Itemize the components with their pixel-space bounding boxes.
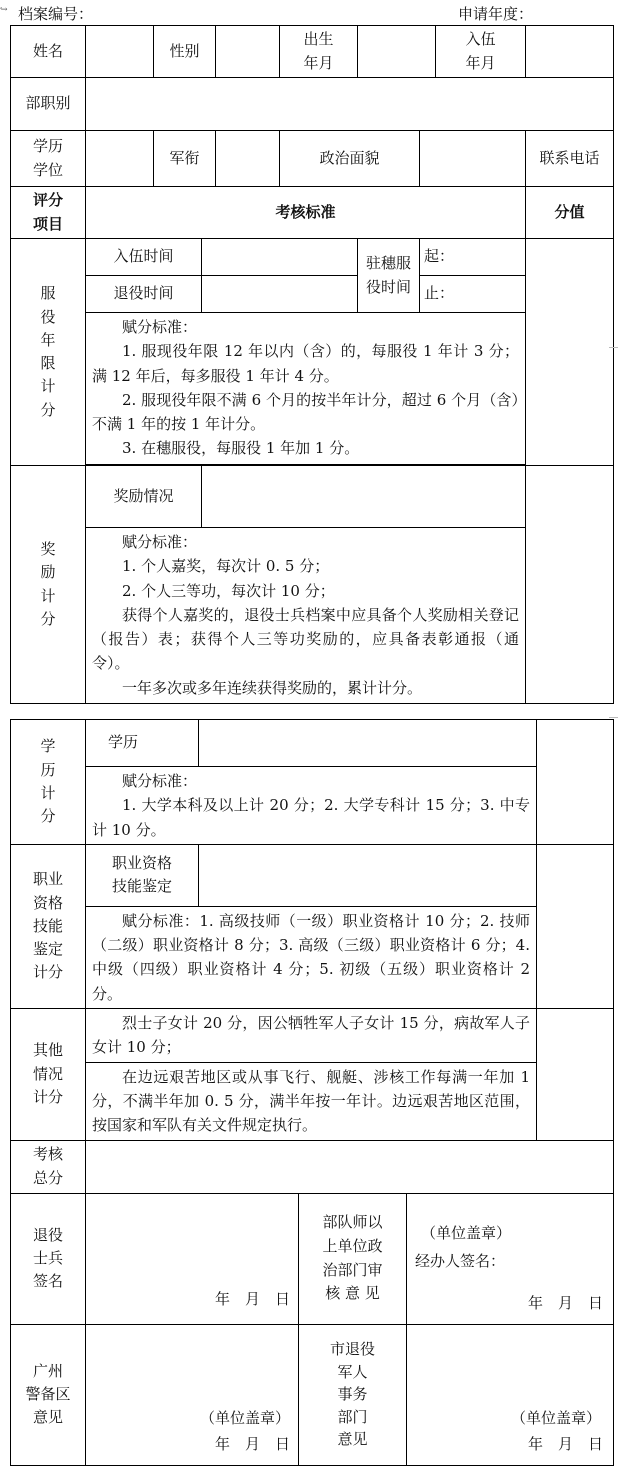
skill-score-value[interactable] bbox=[537, 844, 614, 1008]
service-years-label: 服 役 年 限 计 分 bbox=[11, 239, 86, 466]
margin-mark bbox=[609, 717, 618, 718]
education-field-label: 学历 bbox=[86, 720, 199, 767]
phone-label: 联系电话 bbox=[526, 131, 614, 187]
politics-label: 政治面貌 bbox=[280, 131, 420, 187]
dept-value[interactable] bbox=[86, 78, 614, 131]
soldier-signature-area[interactable] bbox=[86, 1193, 299, 1324]
soldier-sign-date: 年 月 日 bbox=[214, 1290, 290, 1309]
name-label: 姓名 bbox=[11, 26, 86, 78]
station-from-field[interactable]: 起： bbox=[420, 239, 526, 276]
form-table-part-1 bbox=[10, 25, 614, 704]
standard-header: 考核标准 bbox=[86, 187, 526, 239]
arrow-icon: ↪ bbox=[0, 5, 8, 15]
skill-field-value[interactable] bbox=[199, 844, 537, 906]
skill-score-label: 职业 资格 技能 鉴定 计分 bbox=[11, 844, 86, 1008]
education-rules-text: 赋分标准： 1. 大学本科及以上计 20 分；2. 大学专科计 15 分；3. 中专计 10 分。 bbox=[86, 767, 537, 845]
skill-field-label: 职业资格 技能鉴定 bbox=[86, 844, 199, 906]
politics-value[interactable] bbox=[420, 131, 526, 187]
other-score-label: 其他 情况 计分 bbox=[11, 1009, 86, 1140]
army-handler-signature: 经办人签名： bbox=[415, 1251, 506, 1270]
garrison-seal-note: （单位盖章） bbox=[199, 1409, 290, 1428]
file-number-label: 档案编号： bbox=[18, 5, 94, 23]
form-table-part-2 bbox=[10, 719, 614, 1466]
station-to-field[interactable]: 止： bbox=[420, 276, 526, 313]
garrison-opinion-area[interactable] bbox=[86, 1324, 299, 1465]
scoring-item-header: 评分 项目 bbox=[11, 187, 86, 239]
station-time-label: 驻穗服 役时间 bbox=[358, 239, 420, 313]
score-header: 分值 bbox=[526, 187, 614, 239]
army-review-area[interactable] bbox=[407, 1193, 614, 1324]
army-review-label: 部队师以 上单位政 治部门审 核 意 见 bbox=[299, 1193, 407, 1324]
education-score-value[interactable] bbox=[537, 720, 614, 845]
margin-mark bbox=[609, 347, 618, 348]
enlist-time-value[interactable] bbox=[202, 239, 358, 276]
gender-label: 性别 bbox=[154, 26, 216, 78]
education-score-label: 学 历 计 分 bbox=[11, 720, 86, 845]
award-label: 奖 励 计 分 bbox=[11, 466, 86, 704]
page-break bbox=[0, 707, 618, 719]
army-seal-note: （单位盖章） bbox=[421, 1223, 512, 1242]
birth-value[interactable] bbox=[358, 26, 436, 78]
enlist-label: 入伍 年月 bbox=[436, 26, 526, 78]
garrison-sign-date: 年 月 日 bbox=[214, 1435, 290, 1454]
veteran-affairs-label: 市退役 军人 事务 部门 意见 bbox=[299, 1324, 407, 1465]
gender-value[interactable] bbox=[216, 26, 280, 78]
service-score-value[interactable] bbox=[526, 239, 614, 466]
skill-rules-text: 赋分标准：1. 高级技师（一级）职业资格计 10 分；2. 技师（二级）职业资格计 8 分；3. 高级（三级）职业资格计 6 分；4. 中级（四级）职业资格计 4 分；5. 初级（五级）职业资格计 2 分。 bbox=[86, 906, 537, 1008]
award-situation-label: 奖励情况 bbox=[86, 466, 202, 528]
veteran-seal-note: （单位盖章） bbox=[510, 1409, 601, 1428]
apply-year-label: 申请年度： bbox=[458, 5, 534, 23]
education-degree-label: 学历 学位 bbox=[11, 131, 86, 187]
service-rules-text: 赋分标准： 1. 服现役年限 12 年以内（含）的，每服役 1 年计 3 分；满 12 年后，每多服役 1 年计 4 分。 2. 服现役年限不满 6 个月的按半年计分，超过 6 个月（含）不满 1 年的按 1 年计分。 3. 在穗服役，每服役 1 年加 1 分。 bbox=[86, 313, 526, 465]
rank-label: 军衔 bbox=[154, 131, 216, 187]
soldier-signature-label: 退役 士兵 签名 bbox=[11, 1193, 86, 1324]
veteran-affairs-area[interactable] bbox=[407, 1324, 614, 1465]
veteran-sign-date: 年 月 日 bbox=[527, 1435, 603, 1454]
garrison-opinion-label: 广州 警备区 意见 bbox=[11, 1324, 86, 1465]
total-score-label: 考核 总分 bbox=[11, 1140, 86, 1193]
army-sign-date: 年 月 日 bbox=[527, 1294, 603, 1313]
birth-label: 出生 年月 bbox=[280, 26, 358, 78]
dept-label: 部职别 bbox=[11, 78, 86, 131]
education-field-value[interactable] bbox=[199, 720, 537, 767]
other-rule-2-text: 在边远艰苦地区或从事飞行、舰艇、涉核工作每满一年加 1 分，不满半年加 0. 5 分，满半年按一年计。边远艰苦地区范围，按国家和军队有关文件规定执行。 bbox=[86, 1062, 537, 1140]
enlist-value[interactable] bbox=[526, 26, 614, 78]
total-score-value[interactable] bbox=[86, 1140, 614, 1193]
award-rules-text: 赋分标准： 1. 个人嘉奖，每次计 0. 5 分； 2. 个人三等功，每次计 10 分； 获得个人嘉奖的，退役士兵档案中应具备个人奖励相关登记（报告）表；获得个人三等功奖励的，应具备表彰通报（通令）。 一年多次或多年连续获得奖励的，累计计分。 bbox=[86, 528, 526, 704]
award-situation-value[interactable] bbox=[202, 466, 526, 528]
education-degree-value[interactable] bbox=[86, 131, 154, 187]
name-value[interactable] bbox=[86, 26, 154, 78]
other-rule-1-text: 烈士子女计 20 分，因公牺牲军人子女计 15 分，病故军人子女计 10 分； bbox=[86, 1009, 537, 1063]
rank-value[interactable] bbox=[216, 131, 280, 187]
other-score-value[interactable] bbox=[537, 1009, 614, 1140]
enlist-time-label: 入伍时间 bbox=[86, 239, 202, 276]
retire-time-value[interactable] bbox=[202, 276, 358, 313]
award-score-value[interactable] bbox=[526, 466, 614, 704]
retire-time-label: 退役时间 bbox=[86, 276, 202, 313]
